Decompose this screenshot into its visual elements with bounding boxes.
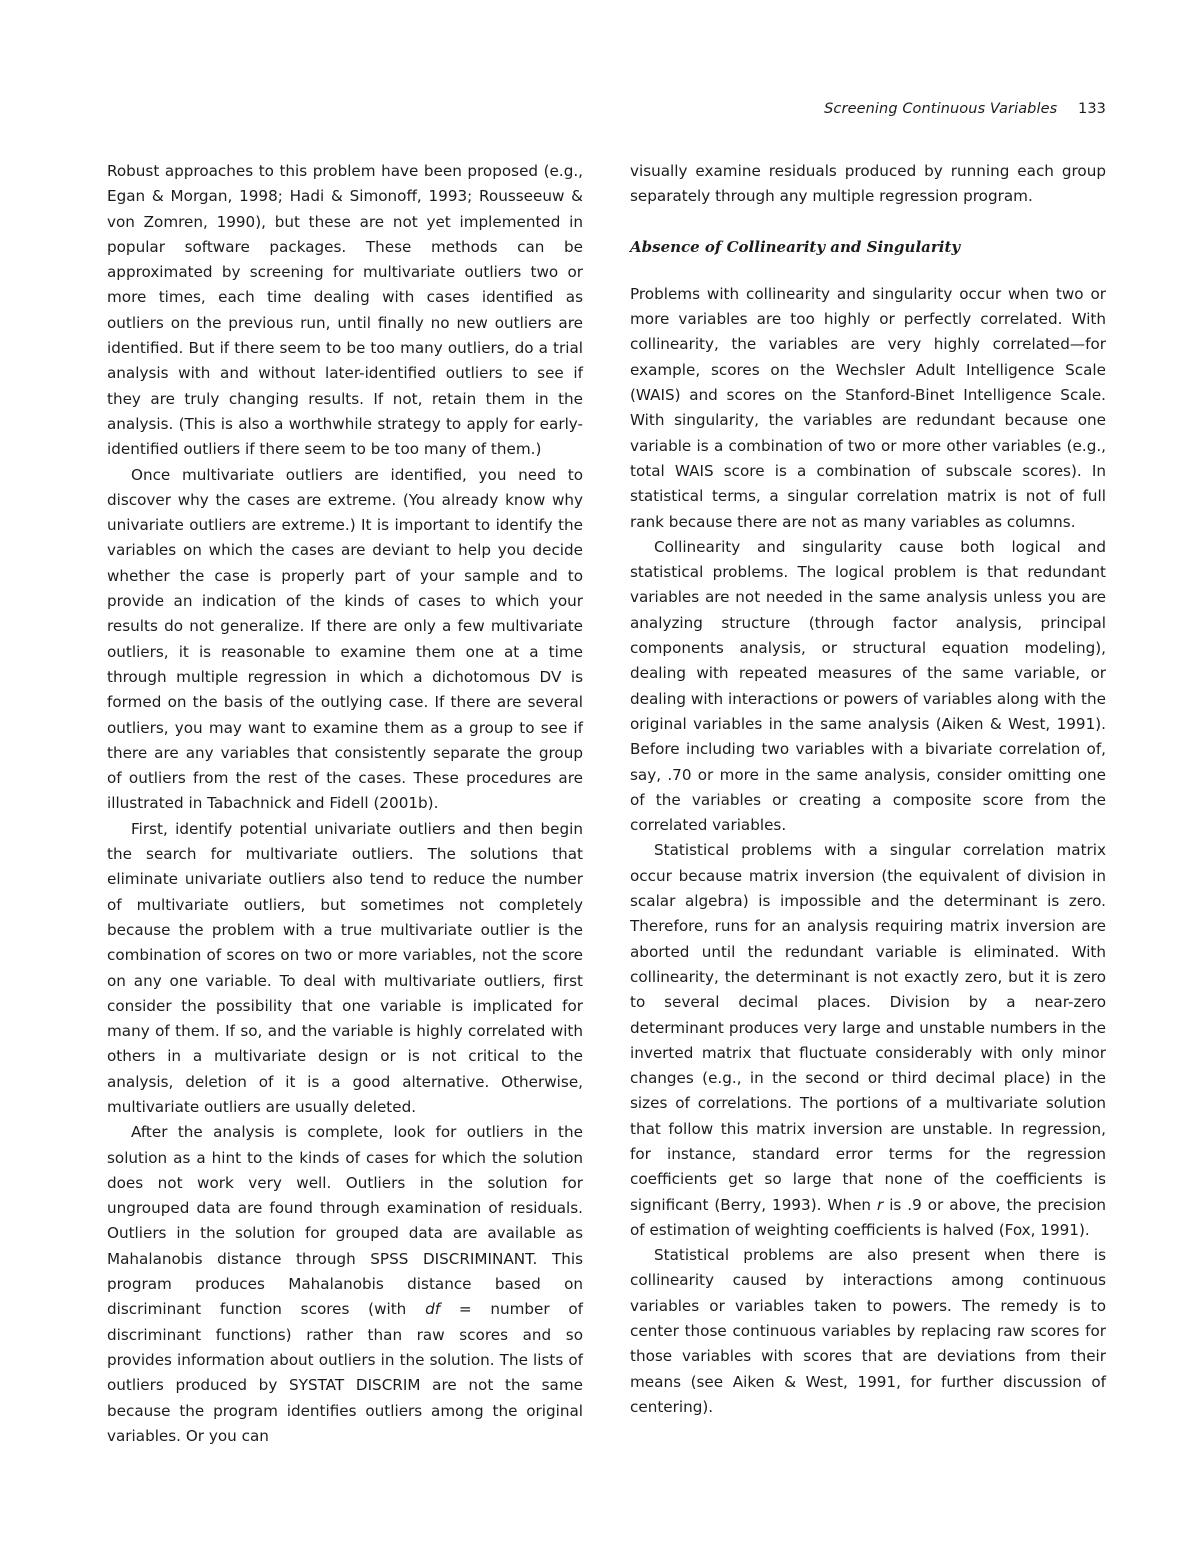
- paragraph-text: = number of discriminant functions) rather than raw scores and so provides information about outliers in the solution. The lists of outliers produced by SYSTAT DISCRIM are not the same because the program identifies outliers among the original variables. Or you can: [107, 1300, 583, 1445]
- page-number: 133: [1078, 101, 1106, 117]
- paragraph-text: is .9 or above, the precision of estimation of weighting coefficients is halved (Fox, 1991).: [630, 1195, 1106, 1239]
- r-symbol: r: [877, 1195, 884, 1214]
- paragraph: [107, 1120, 583, 1449]
- paragraph: Once multivariate outliers are identified, you need to discover why the cases are extreme. (You already know why univariate outliers are extreme.) It is important to identify the variables on which the cases are deviant to help you decide whether the case is properly part of your sample and to provide an indication of the kinds of cases to which your results do not generalize. If there are only a few multivariate outliers, it is reasonable to examine them one at a time through multiple regression in which a dichotomous DV is formed on the basis of the outlying case. If there are several outliers, you may want to examine them as a group to see if there are any variables that consistently separate the group of outliers from the rest of the cases. These procedures are illustrated in Tabachnick and Fidell (2001b).: [107, 465, 583, 813]
- paragraph: visually examine residuals produced by running each group separately through any multiple regression program.: [630, 162, 1106, 206]
- df-symbol: df: [425, 1300, 441, 1319]
- paragraph: First, identify potential univariate outliers and then begin the search for multivariate outliers. The solutions that eliminate univariate outliers also tend to reduce the number of multivariate outliers, but sometimes not completely because the problem with a true multivariate outlier is the combination of scores on two or more variables, not the score on any one variable. To deal with multivariate outliers, first consider the possibility that one variable is implicated for many of them. If so, and the variable is highly correlated with others in a multivariate design or is not critical to the analysis, deletion of it is a good alternative. Otherwise, multivariate outliers are usually deleted.: [107, 819, 583, 1116]
- paragraph: Collinearity and singularity cause both logical and statistical problems. The logical problem is that redundant variables are not needed in the same analysis unless you are analyzing structure (through factor analysis, principal components analysis, or structural equation modeling), dealing with repeated measures of the same variable, or dealing with interactions or powers of variables along with the original variables in the same analysis (Aiken & West, 1991). Before including two variables with a bivariate correlation of, say, .70 or more in the same analysis, consider omitting one of the variables or creating a composite score from the correlated variables.: [630, 537, 1106, 835]
- running-title: Screening Continuous Variables: [824, 101, 1058, 117]
- paragraph: Problems with collinearity and singularity occur when two or more variables are too highly or perfectly correlated. With collinearity, the variables are very highly correlated—for example, scores on the Wechsler Adult Intelligence Scale (WAIS) and scores on the Stanford-Binet Intelligence Scale. With singularity, the variables are redundant because one variable is a combination of two or more other variables (e.g., total WAIS score is a combination of subscale scores). In statistical terms, a singular correlation matrix is not of full rank because there are not as many variables as columns.: [630, 284, 1106, 531]
- paragraph-text: After the analysis is complete, look for outliers in the solution as a hint to the kinds of cases for which the solution does not work very well. Outliers in the solution for ungrouped data are found through examination of residuals. Outliers in the solution for grouped data are available as Mahalanobis distance through SPSS DISCRIMINANT. This program produces Mahalanobis distance based on discriminant function scores (with: [107, 1123, 583, 1319]
- paragraph: Robust approaches to this problem have been proposed (e.g., Egan & Morgan, 1998; Hadi & Simonoff, 1993; Rousseeuw & von Zomren, 1990), but these are not yet implemented in popular software packages. These methods can be approximated by screening for multivariate outliers two or more times, each time dealing with cases identified as outliers on the previous run, until finally no new outliers are identified. But if there seem to be too many outliers, do a trial analysis with and without later-identified outliers to see if they are truly changing results. If not, retain them in the analysis. (This is also a worthwhile strategy to apply for early-identified outliers if there seem to be too many of them.): [107, 162, 583, 459]
- paragraph: Statistical problems are also present when there is collinearity caused by interactions among continuous variables or variables taken to powers. The remedy is to center those continuous variables by replacing raw scores for those variables with scores that are deviations from their means (see Aiken & West, 1991, for further discussion of centering).: [630, 1246, 1106, 1416]
- right-column: [630, 159, 1106, 1420]
- section-heading: Absence of Collinearity and Singularity: [630, 237, 961, 256]
- paragraph-text: Statistical problems with a singular correlation matrix occur because matrix inversion (the equivalent of division in scalar algebra) is impossible and the determinant is zero. Therefore, runs for an analysis requiring matrix inversion are aborted until the redundant variable is eliminated. With collinearity, the determinant is not exactly zero, but it is zero to several decimal places. Division by a near-zero determinant produces very large and unstable numbers in the inverted matrix that fluctuate considerably with only minor changes (e.g., in the second or third decimal place) in the sizes of correlations. The portions of a multivariate solution that follow this matrix inversion are unstable. In regression, for instance, standard error terms for the regression coefficients get so large that none of the coefficients is significant (Berry, 1993). When: [630, 841, 1106, 1214]
- running-header: [824, 101, 1106, 117]
- paragraph: [630, 838, 1106, 1243]
- left-column: [107, 159, 583, 1449]
